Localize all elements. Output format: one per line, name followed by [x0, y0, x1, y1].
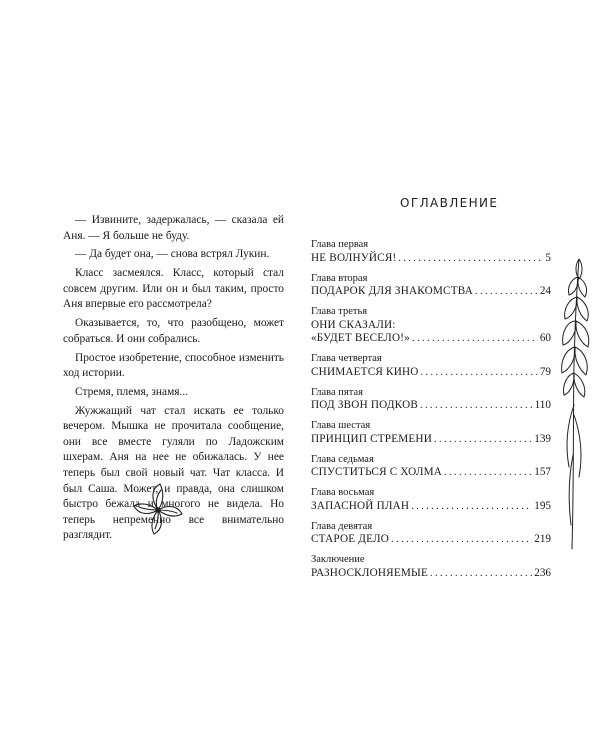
chapter-title: СНИМАЕТСЯ КИНО [311, 365, 419, 378]
flower-ornament-icon [128, 480, 188, 540]
toc-entry [311, 239, 551, 265]
chapter-title-line [311, 252, 551, 266]
toc-entry [311, 353, 551, 379]
page-number: 24 [539, 285, 551, 297]
table-of-contents [311, 239, 551, 588]
toc-entry [311, 306, 551, 346]
paragraph: Жужжащий чат стал искать ее только вечером. Мышка не прочитала сообщение, они все вместе гуляли по Ладожским шхерам. Аня на нее не обижалась. У нее теперь был свой новый чат. Чат класса. И был Саша. Может, и правда, она слишком быстро бежала и многого не видела. Но теперь непременно все внимательно разглядит. [63, 404, 284, 542]
page-number: 139 [534, 432, 551, 445]
dot-leader [430, 567, 532, 581]
chapter-title-line [311, 319, 551, 333]
page-number: 5 [545, 251, 551, 264]
chapter-label: Глава третья [311, 306, 368, 317]
gladiolus-ornament-icon [557, 255, 595, 553]
toc-entry [311, 454, 551, 480]
chapter-title-line [311, 500, 551, 514]
chapter-title-line [311, 533, 551, 547]
chapter-title: ПРИНЦИП СТРЕМЕНИ [311, 432, 432, 445]
dot-leader [391, 533, 532, 547]
chapter-label: Глава восьмая [311, 487, 375, 498]
page-number: 157 [534, 466, 551, 478]
page-number: 236 [534, 566, 551, 579]
chapter-title: СПУСТИТЬСЯ С ХОЛМА [311, 466, 443, 478]
chapter-title: РАЗНОСКЛОНЯЕМЫЕ [311, 566, 428, 579]
chapter-title: НЕ ВОЛНУЙСЯ! [311, 251, 397, 264]
dot-leader [434, 433, 532, 447]
chapter-title: ЗАПАСНОЙ ПЛАН [311, 499, 410, 512]
toc-title: ОГЛАВЛЕНИЕ [400, 196, 499, 210]
paragraph: — Да будет она, — снова встрял Лукин. [75, 248, 270, 261]
chapter-title: «БУДЕТ ВЕСЕЛО!» [311, 332, 410, 344]
chapter-title-line [311, 567, 551, 581]
paragraph: Стремя, племя, знамя... [75, 385, 189, 398]
toc-entry [311, 554, 551, 580]
chapter-label: Глава девятая [311, 520, 373, 532]
dot-leader [420, 399, 533, 413]
chapter-label: Глава шестая [311, 420, 371, 431]
chapter-label: Глава вторая [311, 272, 368, 284]
chapter-label: Глава первая [311, 239, 369, 250]
page-number: 195 [534, 499, 551, 512]
page-number: 79 [539, 365, 551, 378]
chapter-title: ПОД ЗВОН ПОДКОВ [311, 399, 419, 411]
chapter-title-line [311, 366, 551, 380]
chapter-title-line [311, 433, 551, 447]
paragraph: Оказывается, то, что разобщено, может собраться. И они собрались. [63, 317, 284, 345]
dot-leader [398, 252, 543, 266]
chapter-label: Глава седьмая [311, 453, 374, 465]
dot-leader [412, 332, 538, 346]
chapter-label: Заключение [311, 554, 365, 565]
paragraph: Простое изобретение, способное изменить ход истории. [63, 351, 284, 380]
chapter-title: СТАРОЕ ДЕЛО [311, 533, 390, 545]
chapter-title-line [311, 285, 551, 299]
page-number: 110 [534, 399, 551, 411]
chapter-label: Глава четвертая [311, 353, 382, 364]
page-number: 60 [539, 332, 551, 344]
toc-entry [311, 387, 551, 413]
chapter-title-line [311, 466, 551, 480]
toc-entry [311, 521, 551, 547]
dot-leader [444, 466, 532, 480]
toc-entry [311, 420, 551, 446]
page-number: 219 [534, 533, 551, 545]
chapter-title: ОНИ СКАЗАЛИ: [311, 318, 396, 331]
toc-entry [311, 273, 551, 299]
chapter-label: Глава пятая [311, 386, 363, 398]
chapter-title: ПОДАРОК ДЛЯ ЗНАКОМСТВА [311, 285, 473, 297]
toc-entry [311, 487, 551, 513]
chapter-title-line [311, 399, 551, 413]
chapter-title-line [311, 332, 551, 346]
paragraph: — Извините, задержалась, — сказала ей Аня. — Я больше не буду. [63, 214, 284, 242]
dot-leader [411, 500, 532, 514]
dot-leader [475, 285, 538, 299]
paragraph: Класс засмеялся. Класс, который стал совсем другим. Или он и был таким, просто Аня впервые его рассмотрела? [63, 267, 284, 311]
dot-leader [421, 366, 538, 380]
